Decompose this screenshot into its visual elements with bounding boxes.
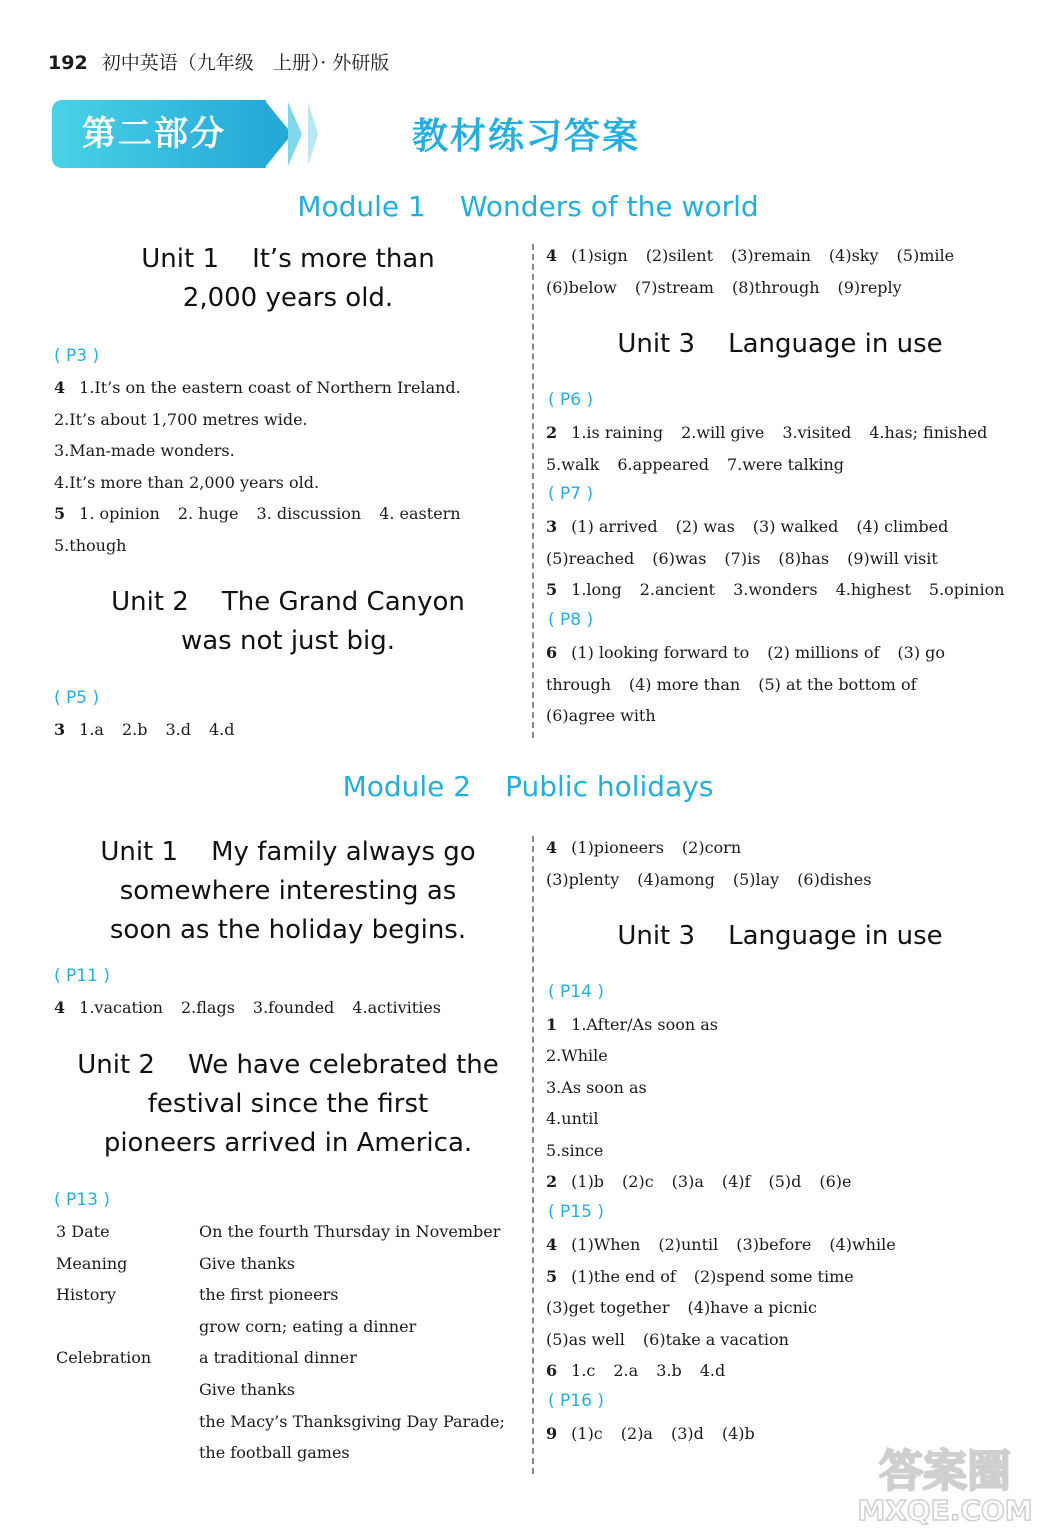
answer-item: 3.visited [782,423,852,442]
answer-line [54,439,235,463]
answer-item: (1)When [571,1235,641,1254]
unit-title-line: was not just big. [180,626,396,656]
question-number: 6 [546,643,558,662]
question-number: 3 [546,517,558,536]
question-number: 1 [546,1015,558,1034]
column-divider [532,244,534,738]
answer-item: 5.opinion [928,580,1005,600]
page-ref-p7: ( P7 ) [548,484,594,504]
unit-title-line: Unit 2 The Grand Canyon [111,587,465,617]
table-value: the football games [199,1443,350,1463]
m1-unit3-title [560,325,1000,364]
answer-item: (4)among [637,869,715,889]
m1-unit2-title [90,583,486,661]
answer-item: 2. huge [177,504,239,524]
answer-item: 1. opinion [79,504,160,524]
answer-line [546,1139,603,1163]
watermark-domain: MXQE.COM [857,1494,1033,1527]
unit-title-line: somewhere interesting as [119,876,457,906]
question-number: 4 [546,246,558,265]
part-title: 教材练习答案 [412,116,641,157]
answer-item: 3.As soon as [546,1077,647,1097]
module-2-title [0,770,1056,803]
unit-title-line: 2,000 years old. [182,283,394,313]
answer-item: (3)plenty [546,869,620,889]
page-number: 192 [48,52,88,74]
answer-item: 1.After/As soon as [571,1015,719,1034]
answer-line [546,276,902,300]
answer-item: (5)lay [732,869,780,889]
answer-item: (6)below [546,277,617,297]
answer-item: 2.will give [681,423,765,442]
answer-item: (6)e [819,1172,852,1191]
answer-item: (9)reply [837,277,902,297]
answer-line [54,471,319,495]
answer-item: (2)corn [681,838,742,857]
watermark-logo [850,1436,1040,1528]
table-label: Celebration [56,1348,152,1368]
answer-item: 3.wonders [733,580,818,600]
chevron-icon [308,102,318,166]
answer-item: (9)will visit [847,548,938,568]
table-value: a traditional dinner [199,1348,357,1368]
answer-item: 5.walk [546,454,600,474]
answer-item: 5.since [546,1140,604,1160]
answer-item: (1)the end of [571,1266,676,1286]
answer-line [546,1044,608,1068]
page-ref-p16: ( P16 ) [548,1391,604,1411]
answer-item: through [546,674,611,694]
page-ref-p8: ( P8 ) [548,610,594,630]
answer-item: (2) was [675,517,735,536]
page-ref-p13: ( P13 ) [54,1190,110,1210]
answer-item: (3) walked [752,517,839,536]
answer-item: 4.has; finished [869,423,988,442]
answer-item: (6)dishes [797,869,872,889]
question-number: 2 [546,1172,558,1191]
answer-line [546,1296,817,1320]
answer-line [546,515,948,539]
unit-title-line: soon as the holiday begins. [109,915,467,945]
answer-item: (6)take a vacation [642,1329,789,1349]
answer-item: 7.were talking [726,454,845,474]
answer-item: (4)f [721,1172,751,1191]
page-ref-p3: ( P3 ) [54,346,100,366]
answer-line [546,421,987,445]
answer-item: 3. discussion [256,504,362,524]
answer-line [546,1233,896,1257]
answer-item: (6)was [652,548,707,568]
answer-item: (5)d [768,1172,802,1191]
answer-item: (4) more than [628,674,741,694]
answer-item: (2)silent [645,246,713,265]
answer-line [54,534,126,558]
answer-line [546,244,954,268]
page-ref-p14: ( P14 ) [548,982,604,1002]
table-label: History [56,1285,117,1305]
answer-line [546,1170,852,1194]
answer-item: 1.long [571,580,622,600]
table-value: Give thanks [199,1253,295,1273]
table-label: 3 Date [56,1222,110,1241]
answer-item: 1.c [571,1361,596,1380]
question-number: 5 [54,504,66,524]
answer-item: 2.It’s about 1,700 metres wide. [54,409,308,429]
table-value: Give thanks [199,1380,295,1399]
answer-line [546,1328,789,1352]
answer-item: (4)b [721,1424,755,1443]
answer-item: (5)as well [546,1329,625,1349]
answer-line [546,578,1005,602]
answer-item: (2)until [658,1235,719,1254]
answer-item: (3)get together [546,1298,670,1317]
module-number: Module 1 [297,190,426,223]
unit-title-line: festival since the first [147,1089,429,1119]
answer-line [546,1076,647,1100]
answer-item: (3)remain [731,246,811,265]
question-number: 3 [54,720,66,739]
answer-item: (3)d [670,1424,704,1443]
answer-item: 6.appeared [617,454,709,474]
unit-title-line: pioneers arrived in America. [103,1128,473,1158]
unit-title-line: Unit 1 It’s more than [141,244,435,274]
answer-item: (4)have a picnic [687,1298,817,1317]
table-value: the Macy’s Thanksgiving Day Parade; [199,1411,505,1431]
answer-line [546,1359,725,1383]
question-number: 4 [54,998,66,1017]
table-value: grow corn; eating a dinner [199,1316,417,1336]
question-number: 4 [546,838,558,857]
part-label: 第二部分 [52,100,266,168]
question-number: 4 [54,378,66,397]
answer-item: (3)before [736,1235,812,1254]
module-name: Wonders of the world [459,190,759,223]
answer-item: 4.highest [835,580,911,600]
answer-item: 4. eastern [379,504,461,524]
answer-item: 1.It’s on the eastern coast of Northern Ireland. [79,378,461,397]
book-title: 初中英语（九年级 上册）· 外研版 [101,52,390,74]
part-banner [52,100,300,168]
answer-item: 2.ancient [639,580,716,600]
unit-title-line: Unit 3 Language in use [617,921,943,951]
page-ref-p11: ( P11 ) [54,966,110,986]
answer-line [546,1013,718,1037]
module-name: Public holidays [505,770,714,803]
answer-item: 5.though [54,536,127,555]
answer-item: 2.flags [180,998,235,1017]
answer-item: 2.b [121,720,148,739]
unit-title-line: Unit 2 We have celebrated the [77,1050,499,1080]
unit-title-line: Unit 1 My family always go [100,837,476,867]
answer-line [546,1107,599,1131]
answer-line [54,408,308,432]
answer-line [546,453,844,477]
answer-item: (7)is [724,548,761,568]
answer-item: (4) climbed [856,517,949,536]
answer-item: (8)through [731,277,820,297]
answer-item: (2) millions of [767,643,880,662]
answer-item: 2.While [546,1046,608,1066]
chevron-icon [288,102,302,166]
question-number: 2 [546,423,558,442]
question-number: 5 [546,1266,558,1286]
answer-item: (1)pioneers [571,838,664,857]
answer-item: 4.It’s more than 2,000 years old. [54,472,320,492]
answer-item: 4.d [208,720,235,739]
m1-unit1-title [90,240,486,318]
watermark-text: 答案圈 [879,1446,1011,1497]
answer-item: 2.a [613,1361,639,1380]
answer-item: 4.until [546,1109,599,1129]
answer-item: 3.founded [252,998,335,1017]
answer-item: (1)b [571,1172,605,1191]
answer-item: (2)c [622,1172,654,1191]
answer-line [54,502,461,526]
answer-item: (5) at the bottom of [758,674,917,694]
answer-line [546,836,741,860]
m2-unit1-title [56,833,520,950]
answer-line [546,1265,854,1289]
question-number: 5 [546,580,558,600]
answer-item: (1)sign [571,246,628,265]
question-number: 4 [546,1235,558,1254]
table-value: the first pioneers [199,1285,339,1305]
page-ref-p5: ( P5 ) [54,688,100,708]
answer-item: (4)sky [828,246,879,265]
answer-line [546,547,938,571]
answer-line [54,718,235,742]
module-1-title [0,190,1056,223]
question-number: 6 [546,1361,558,1380]
answer-item: (7)stream [634,277,714,297]
m2-unit3-title [560,917,1000,956]
answer-item: 1.is raining [571,423,664,442]
answer-item: (8)has [778,548,830,568]
answer-item: (5)reached [546,548,635,568]
answer-item: 3.d [165,720,191,739]
answer-item: 1.a [79,720,104,739]
module-number: Module 2 [342,770,472,803]
answer-line [546,1422,755,1446]
answer-item: (5)mile [896,246,955,265]
page-header [48,48,389,75]
page-ref-p15: ( P15 ) [548,1202,604,1222]
unit-title-line: Unit 3 Language in use [617,329,943,359]
page-ref-p6: ( P6 ) [548,390,594,410]
answer-item: (1) looking forward to [571,643,750,662]
table-label: Meaning [56,1253,128,1273]
answer-item: (3)a [671,1172,704,1191]
answer-item: (3) go [897,643,946,662]
table-value: On the fourth Thursday in November [199,1222,501,1241]
answer-line [546,868,871,892]
answer-line [54,376,461,400]
answer-line [546,673,917,697]
answer-item: 3.b [656,1361,682,1380]
answer-item: 4.activities [352,998,441,1017]
answer-line [546,641,945,665]
answer-item: (2)a [620,1424,653,1443]
answer-item: 3.Man-made wonders. [54,441,235,461]
answer-item: (6)agree with [546,706,656,726]
column-divider [532,836,534,1474]
answer-item: (4)while [829,1235,896,1254]
answer-item: (1) arrived [571,517,658,536]
m2-unit2-title [56,1046,520,1163]
answer-line [546,704,656,728]
answer-item: 1.vacation [79,998,163,1017]
answer-item: (2)spend some time [693,1266,854,1286]
answer-item: 4.d [699,1361,726,1380]
answer-line [54,996,441,1020]
question-number: 9 [546,1424,558,1443]
answer-item: (1)c [571,1424,603,1443]
